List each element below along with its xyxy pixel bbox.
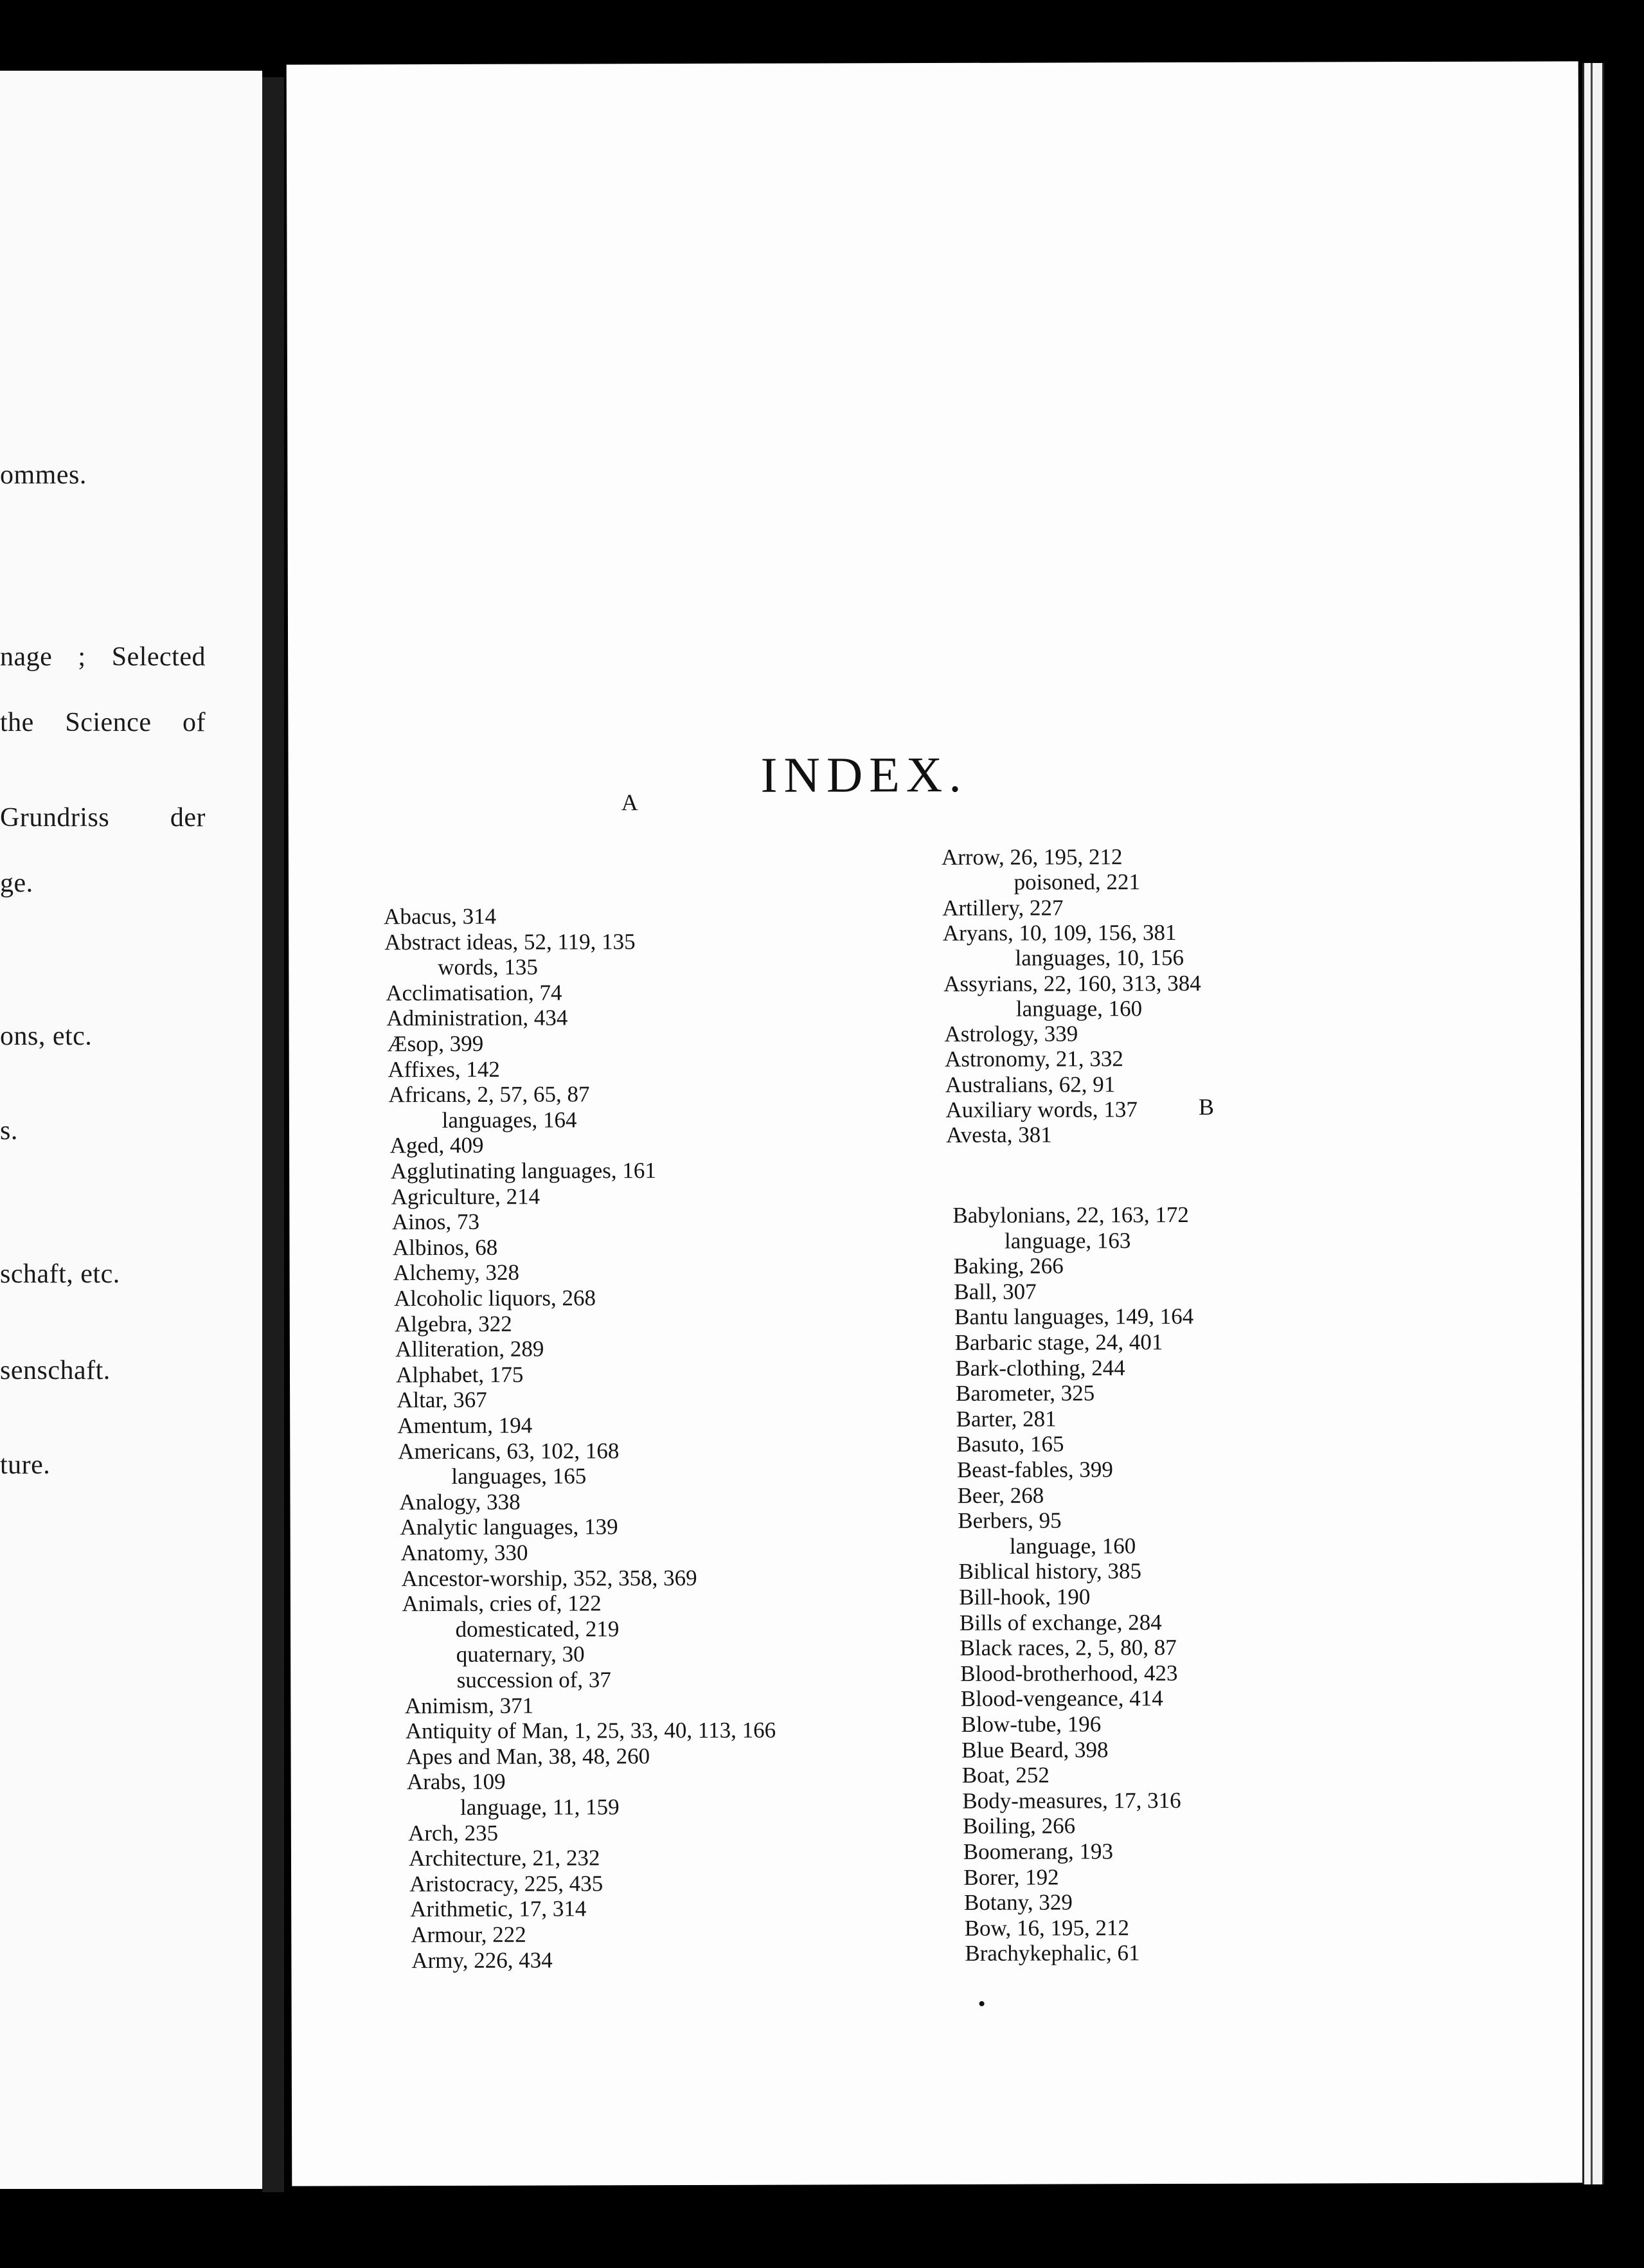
index-entry: Barter, 281 bbox=[956, 1406, 1057, 1432]
index-entry: Altar, 367 bbox=[397, 1387, 487, 1413]
index-entry: Ainos, 73 bbox=[391, 1209, 479, 1235]
index-entry: Bill-hook, 190 bbox=[959, 1584, 1091, 1610]
index-entry: Albinos, 68 bbox=[392, 1234, 498, 1261]
index-entry: Ancestor-worship, 352, 358, 369 bbox=[401, 1565, 697, 1591]
index-entry: Animals, cries of, 122 bbox=[402, 1590, 602, 1617]
index-entry: Ball, 307 bbox=[954, 1279, 1037, 1304]
index-entry: Bow, 16, 195, 212 bbox=[964, 1915, 1130, 1941]
index-entry: Botany, 329 bbox=[963, 1889, 1073, 1916]
index-entry: Barbaric stage, 24, 401 bbox=[954, 1329, 1163, 1355]
index-entry: Alcoholic liquors, 268 bbox=[393, 1285, 596, 1311]
index-entry: Borer, 192 bbox=[963, 1864, 1059, 1890]
index-entry: Body-measures, 17, 316 bbox=[962, 1787, 1181, 1814]
index-entry: Beer, 268 bbox=[957, 1482, 1044, 1508]
index-entry: Americans, 63, 102, 168 bbox=[398, 1437, 620, 1464]
index-entry: Auxiliary words, 137 bbox=[945, 1097, 1138, 1122]
index-entry: Abstract ideas, 52, 119, 135 bbox=[384, 928, 636, 955]
index-entry: Avesta, 381 bbox=[946, 1122, 1052, 1148]
index-entry: Barometer, 325 bbox=[955, 1380, 1095, 1407]
index-entry: Arrow, 26, 195, 212 bbox=[941, 844, 1123, 870]
index-subentry: words, 135 bbox=[438, 954, 538, 980]
index-entry: Acclimatisation, 74 bbox=[386, 980, 562, 1006]
index-entry: Alliteration, 289 bbox=[395, 1336, 544, 1362]
index-entry: Antiquity of Man, 1, 25, 33, 40, 113, 166 bbox=[405, 1717, 776, 1744]
index-subentry: quaternary, 30 bbox=[456, 1641, 585, 1668]
index-entry: Africans, 2, 57, 65, 87 bbox=[388, 1081, 590, 1108]
index-entry: Basuto, 165 bbox=[956, 1431, 1064, 1457]
left-line: ons, etc. bbox=[0, 1022, 93, 1051]
index-entry: Babylonians, 22, 163, 172 bbox=[952, 1202, 1189, 1228]
left-line: ge. bbox=[0, 869, 33, 898]
index-page bbox=[287, 61, 1584, 2186]
index-entry: Blood-vengeance, 414 bbox=[960, 1686, 1163, 1712]
index-entry: Assyrians, 22, 160, 313, 384 bbox=[943, 970, 1201, 996]
index-entry: Arabs, 109 bbox=[406, 1769, 506, 1795]
left-line: senschaft. bbox=[0, 1356, 111, 1385]
index-entry: Agglutinating languages, 161 bbox=[390, 1158, 656, 1184]
index-entry: Black races, 2, 5, 80, 87 bbox=[960, 1635, 1177, 1661]
index-subentry: succession of, 37 bbox=[456, 1667, 611, 1693]
left-line: ommes. bbox=[0, 460, 87, 490]
index-entry: Brachykephalic, 61 bbox=[965, 1940, 1140, 1967]
left-line: nage ; Selected bbox=[0, 642, 206, 672]
index-entry: Blow-tube, 196 bbox=[961, 1711, 1102, 1737]
index-entry: Baking, 266 bbox=[953, 1253, 1064, 1279]
left-page bbox=[0, 71, 262, 2189]
index-entry: Apes and Man, 38, 48, 260 bbox=[406, 1743, 650, 1769]
index-entry: Boomerang, 193 bbox=[963, 1839, 1114, 1864]
index-subentry: languages, 164 bbox=[442, 1107, 577, 1133]
index-entry: Bantu languages, 149, 164 bbox=[954, 1304, 1194, 1330]
index-entry: Amentum, 194 bbox=[397, 1412, 533, 1439]
index-entry: Australians, 62, 91 bbox=[945, 1071, 1116, 1097]
index-entry: Blue Beard, 398 bbox=[961, 1736, 1109, 1763]
index-entry: Administration, 434 bbox=[386, 1005, 568, 1031]
index-entry: Astrology, 339 bbox=[944, 1021, 1078, 1047]
index-subentry: domesticated, 219 bbox=[455, 1616, 620, 1642]
index-subentry: language, 163 bbox=[1004, 1227, 1131, 1254]
index-entry: Abacus, 314 bbox=[384, 903, 497, 930]
left-line: Grundriss der bbox=[0, 803, 206, 833]
index-entry: Boiling, 266 bbox=[962, 1813, 1076, 1839]
index-entry: Analogy, 338 bbox=[399, 1489, 521, 1515]
index-entry: Aristocracy, 225, 435 bbox=[409, 1871, 603, 1896]
index-entry: Arithmetic, 17, 314 bbox=[410, 1896, 587, 1922]
index-entry: Biblical history, 385 bbox=[958, 1558, 1142, 1585]
left-line: schaft, etc. bbox=[0, 1259, 120, 1289]
index-entry: Animism, 371 bbox=[404, 1693, 534, 1718]
index-entry: Armour, 222 bbox=[411, 1922, 526, 1948]
left-line: s. bbox=[0, 1116, 18, 1146]
index-entry: Alphabet, 175 bbox=[396, 1362, 524, 1387]
index-subentry: languages, 10, 156 bbox=[1015, 945, 1184, 971]
index-entry: Blood-brotherhood, 423 bbox=[960, 1660, 1178, 1686]
index-entry: Berbers, 95 bbox=[958, 1508, 1062, 1534]
index-subentry: language, 11, 159 bbox=[460, 1794, 620, 1820]
index-entry: Æsop, 399 bbox=[387, 1030, 484, 1057]
ink-speck bbox=[979, 2001, 985, 2006]
index-entry: Artillery, 227 bbox=[942, 895, 1064, 921]
index-entry: Astronomy, 21, 332 bbox=[945, 1046, 1123, 1072]
left-line: the Science of bbox=[0, 708, 206, 737]
index-entry: Boat, 252 bbox=[961, 1762, 1050, 1788]
left-line: ture. bbox=[0, 1450, 51, 1480]
index-entry: Analytic languages, 139 bbox=[400, 1514, 618, 1540]
index-title: INDEX. bbox=[760, 746, 968, 803]
index-entry: Beast-fables, 399 bbox=[956, 1457, 1113, 1482]
index-entry: Arch, 235 bbox=[408, 1820, 499, 1846]
index-entry: Alchemy, 328 bbox=[393, 1260, 519, 1286]
section-heading-b: B bbox=[1198, 1094, 1215, 1120]
index-entry: Army, 226, 434 bbox=[411, 1947, 553, 1973]
index-subentry: poisoned, 221 bbox=[1014, 869, 1141, 895]
page-edge bbox=[1582, 63, 1604, 2184]
index-subentry: languages, 165 bbox=[451, 1463, 587, 1490]
index-entry: Affixes, 142 bbox=[388, 1056, 500, 1082]
index-entry: Bills of exchange, 284 bbox=[959, 1609, 1162, 1635]
index-entry: Architecture, 21, 232 bbox=[409, 1845, 600, 1871]
index-entry: Algebra, 322 bbox=[394, 1311, 512, 1336]
book-gutter bbox=[262, 77, 284, 2192]
section-heading-a: A bbox=[621, 789, 638, 816]
index-entry: Anatomy, 330 bbox=[400, 1540, 528, 1566]
index-subentry: language, 160 bbox=[1009, 1533, 1136, 1559]
index-entry: Bark-clothing, 244 bbox=[955, 1354, 1125, 1381]
index-entry: Aryans, 10, 109, 156, 381 bbox=[942, 919, 1177, 946]
index-entry: Aged, 409 bbox=[389, 1133, 484, 1158]
index-subentry: language, 160 bbox=[1015, 995, 1143, 1022]
index-entry: Agriculture, 214 bbox=[391, 1184, 541, 1209]
